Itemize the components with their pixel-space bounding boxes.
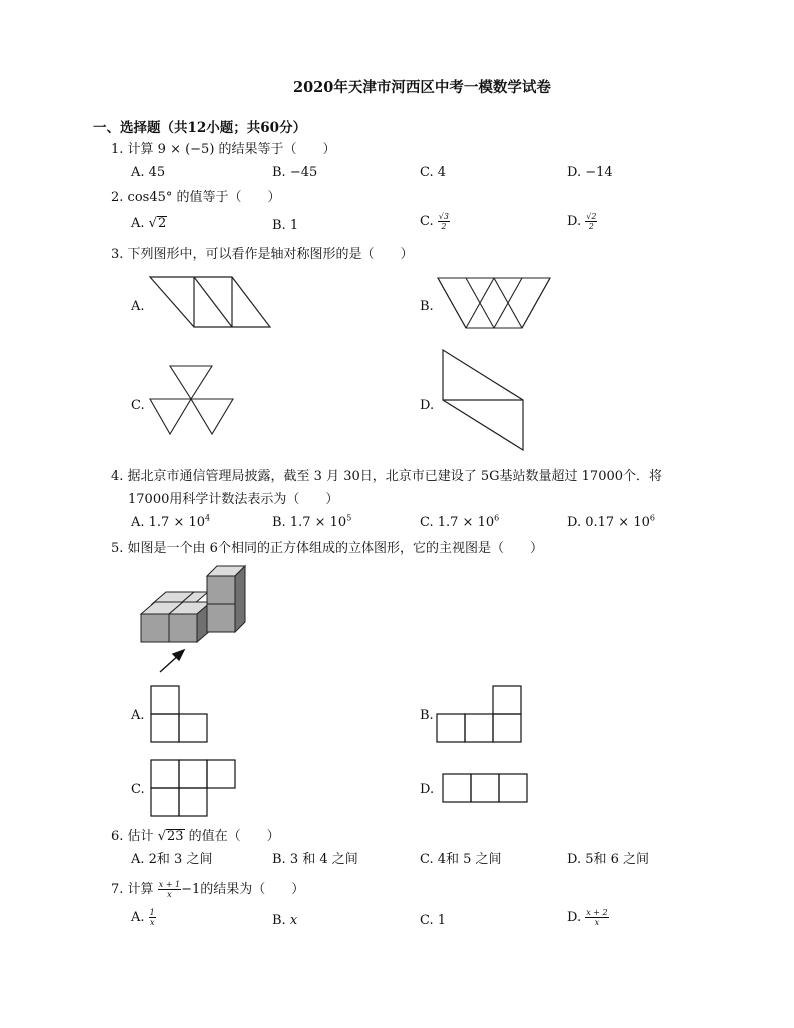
option-base: A. 1.7 × 10	[131, 515, 206, 530]
q6-option-a[interactable]: A. 2和 3 之间	[131, 852, 213, 867]
option-exponent: 6	[649, 513, 655, 523]
q4-option-b[interactable]	[272, 515, 351, 531]
q2-option-c-label: C.	[420, 214, 434, 229]
sqrt-symbol: √	[157, 829, 166, 844]
fraction-denominator: x	[167, 890, 172, 899]
q7-option-b[interactable]	[272, 913, 297, 929]
q4-stem-line1: 4. 据北京市通信管理局披露，截至 3 月 30日，北京市已建设了 5G基站数量超过 17000个．将	[111, 469, 663, 484]
q2-option-d[interactable]	[567, 212, 597, 231]
q3-figure-d	[440, 348, 530, 453]
q6-option-d[interactable]: D. 5和 6 之间	[567, 852, 650, 867]
q1-option-a[interactable]: A. 45	[131, 165, 166, 180]
q2-option-d-label: D.	[567, 214, 582, 229]
sqrt-symbol: √	[148, 216, 157, 231]
q5-option-b[interactable]: B.	[420, 708, 434, 723]
q3-stem: 3. 下列图形中，可以看作是轴对称图形的是（ ）	[111, 247, 414, 262]
page-title: 2020年天津市河西区中考一模数学试卷	[293, 79, 551, 96]
fraction-denominator: x	[149, 918, 155, 927]
q4-option-a[interactable]	[131, 515, 210, 531]
q5-figure-a	[150, 685, 210, 745]
q2-option-d-fraction	[585, 212, 597, 231]
q6-radicand: 23	[166, 829, 184, 844]
q2-option-a[interactable]	[131, 216, 167, 232]
q7-option-a-label: A.	[131, 910, 145, 925]
q7-option-c[interactable]: C. 1	[420, 913, 447, 928]
q6-option-c[interactable]: C. 4和 5 之间	[420, 852, 502, 867]
fraction-numerator: 1	[149, 908, 155, 917]
section-heading: 一、选择题（共12小题；共60分）	[93, 120, 307, 136]
q7-option-d-fraction	[585, 908, 608, 927]
q6-option-b[interactable]: B. 3 和 4 之间	[272, 852, 358, 867]
q5-figure-d	[442, 773, 532, 805]
q7-stem	[111, 880, 304, 899]
q5-option-d[interactable]: D.	[420, 782, 435, 797]
option-exponent: 6	[494, 513, 500, 523]
q2-stem: 2. cos45° 的值等于（ ）	[111, 190, 281, 205]
q3-figure-a	[150, 274, 290, 334]
q1-option-c[interactable]: C. 4	[420, 165, 447, 180]
option-base: D. 0.17 × 10	[567, 515, 650, 530]
fraction-numerator: x + 1	[158, 880, 181, 889]
fraction-numerator: √3	[438, 212, 449, 221]
q2-option-b[interactable]: B. 1	[272, 218, 299, 233]
q4-stem-line2: 17000用科学计数法表示为（ ）	[128, 492, 339, 507]
q7-option-a-fraction	[149, 908, 156, 927]
fraction-numerator: x + 2	[586, 908, 608, 917]
q2-option-a-radicand: 2	[157, 216, 167, 231]
q4-option-d[interactable]	[567, 515, 655, 531]
option-base: C. 1.7 × 10	[420, 515, 495, 530]
q7-stem-suffix: −1的结果为（ ）	[181, 882, 305, 897]
q3-option-a[interactable]: A.	[131, 299, 145, 314]
q2-option-c[interactable]	[420, 212, 450, 231]
q2-option-a-label: A.	[131, 216, 145, 231]
q3-figure-c	[148, 364, 238, 436]
option-base: B. 1.7 × 10	[272, 515, 347, 530]
q5-option-c[interactable]: C.	[131, 782, 145, 797]
q6-stem-prefix: 6. 估计	[111, 829, 154, 844]
fraction-denominator: x	[594, 918, 600, 927]
fraction-denominator: 2	[441, 222, 447, 231]
q2-option-c-fraction	[438, 212, 450, 231]
q5-figure-c	[150, 759, 240, 819]
option-exponent: 5	[346, 513, 352, 523]
q5-stem: 5. 如图是一个由 6个相同的正方体组成的立体图形，它的主视图是（ ）	[111, 541, 543, 556]
q6-stem-suffix: 的值在（ ）	[188, 829, 280, 844]
q5-figure-b	[436, 685, 526, 745]
q5-option-a[interactable]: A.	[131, 708, 145, 723]
q7-option-d-label: D.	[567, 910, 582, 925]
q7-option-b-value: x	[289, 913, 298, 928]
q7-option-b-label: B.	[272, 913, 286, 928]
q4-option-c[interactable]	[420, 515, 499, 531]
q1-option-d[interactable]: D. −14	[567, 165, 613, 180]
fraction-numerator: √2	[586, 212, 597, 221]
q1-option-b[interactable]: B. −45	[272, 165, 318, 180]
q3-figure-b	[438, 275, 558, 331]
q5-cube-figure	[138, 562, 258, 677]
q3-option-b[interactable]: B.	[420, 299, 434, 314]
fraction-denominator: 2	[588, 222, 594, 231]
q3-option-d[interactable]: D.	[420, 398, 435, 413]
q6-stem	[111, 829, 280, 845]
q7-stem-fraction	[158, 880, 181, 899]
q1-stem: 1. 计算 9 × (−5) 的结果等于（ ）	[111, 142, 336, 157]
q7-stem-prefix: 7. 计算	[111, 882, 154, 897]
option-exponent: 4	[205, 513, 211, 523]
q3-option-c[interactable]: C.	[131, 398, 145, 413]
q7-option-d[interactable]	[567, 908, 609, 927]
q7-option-a[interactable]	[131, 908, 156, 927]
